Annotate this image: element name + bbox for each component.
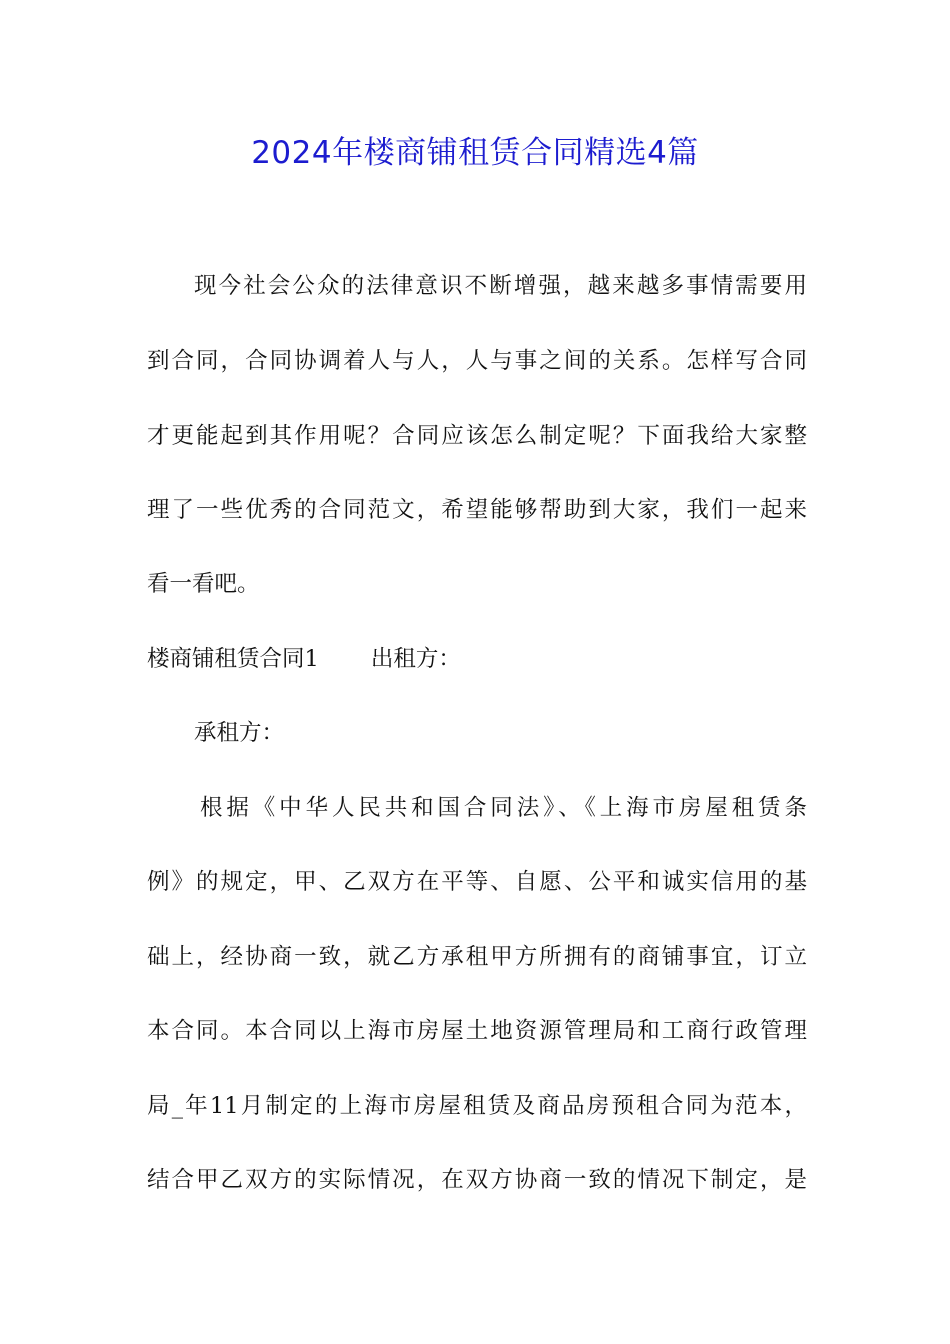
document-title: 2024年楼商铺租赁合同精选4篇 [251,135,699,171]
contract-heading: 楼商铺租赁合同1 [147,646,319,672]
lessor-label: 出租方： [370,646,461,672]
body-line: 础上，经协商一致，就乙方承租甲方所拥有的商铺事宜，订立 [147,944,807,970]
body-line: 根据《中华人民共和国合同法》、《上海市房屋租赁条 [200,795,807,821]
body-line: 局_年11月制定的上海市房屋租赁及商品房预租合同为范本， [147,1093,807,1119]
intro-line: 理了一些优秀的合同范文，希望能够帮助到大家，我们一起来 [147,497,807,523]
body-line: 例》的规定，甲、乙双方在平等、自愿、公平和诚实信用的基 [147,869,807,895]
body-line: 本合同。本合同以上海市房屋土地资源管理局和工商行政管理 [147,1018,807,1044]
contract-heading-row [147,639,807,679]
intro-line: 到合同，合同协调着人与人，人与事之间的关系。怎样写合同 [147,348,807,374]
intro-line: 看一看吧。 [147,571,260,597]
intro-line: 现今社会公众的法律意识不断增强，越来越多事情需要用 [194,273,807,299]
lessee-label: 承租方： [194,720,285,746]
body-line: 结合甲乙双方的实际情况，在双方协商一致的情况下制定，是 [147,1167,807,1193]
intro-line: 才更能起到其作用呢？合同应该怎么制定呢？下面我给大家整 [147,423,807,449]
